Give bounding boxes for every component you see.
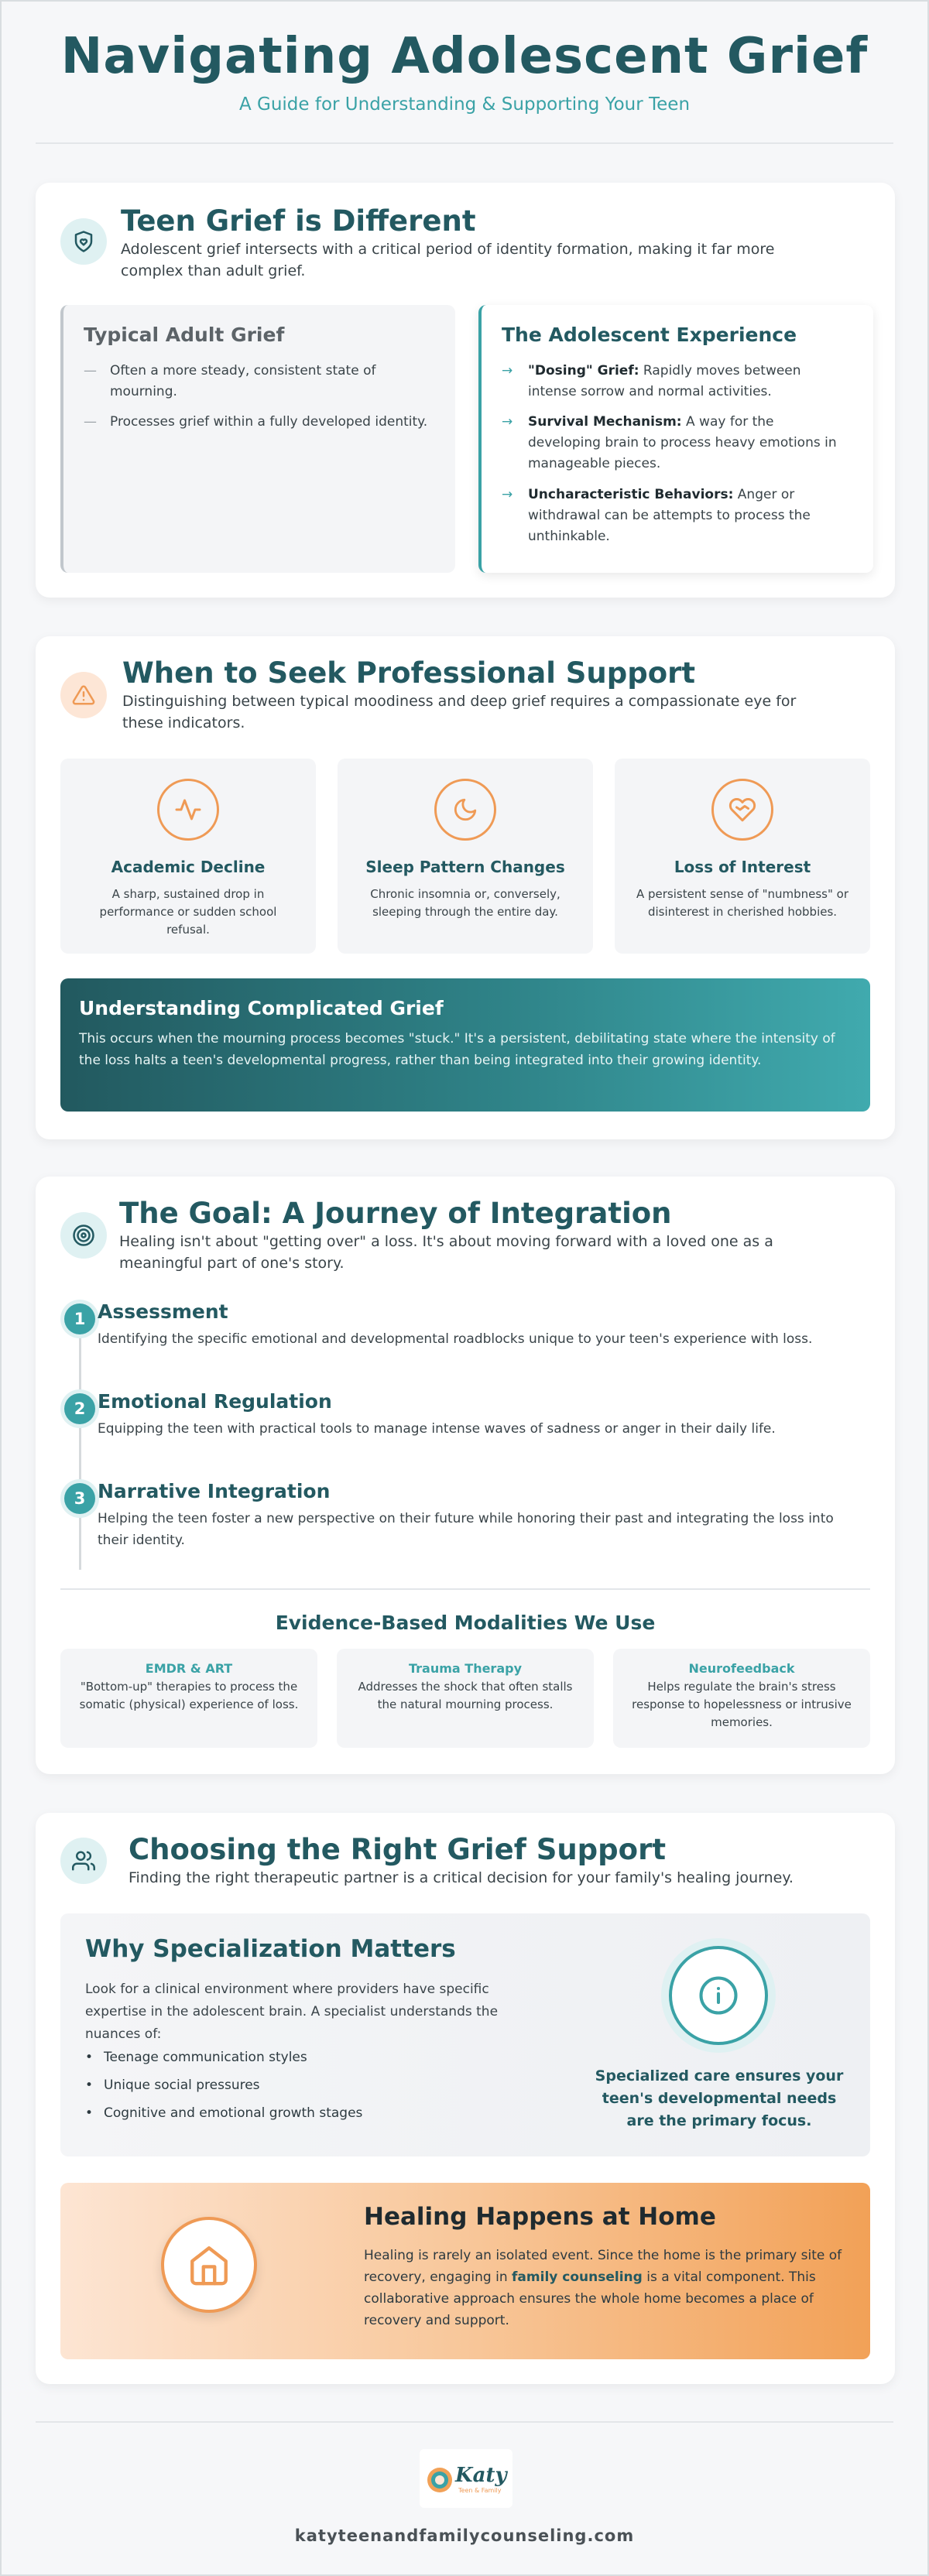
modality-card [60, 1649, 317, 1748]
section-description: Adolescent grief intersects with a critical period of identity formation, making it far more complex than adult grief. [121, 241, 775, 279]
modality-title: Neurofeedback [688, 1661, 795, 1676]
callout-text: This occurs when the mourning process becomes "stuck." It's a persistent, debilitating state where the intensity of the loss halts a teen's developmental progress, rather than being integrated into their growing identity. [79, 1031, 835, 1068]
target-icon [60, 1212, 107, 1259]
list-item-text: Cognitive and emotional growth stages [104, 2105, 363, 2121]
list-item [84, 412, 432, 433]
indicator-description: A sharp, sustained drop in performance or sudden school refusal. [99, 887, 277, 937]
section-journey-integration [36, 1177, 895, 1774]
list-item [85, 2105, 362, 2121]
list-item-text: "Dosing" Grief: Rapidly moves between intense sorrow and normal activities. [528, 363, 801, 399]
modality-description: "Bottom-up" therapies to process the somatic (physical) experience of loss. [79, 1680, 299, 1711]
website-url[interactable]: katyteenandfamilycounseling.com [294, 2526, 635, 2545]
page-title: Navigating Adolescent Grief [60, 28, 869, 85]
modality-card [613, 1649, 870, 1748]
step-title: Assessment [98, 1300, 228, 1323]
column-title: The Adolescent Experience [502, 324, 797, 346]
list-item-text: Processes grief within a fully developed identity. [110, 414, 428, 430]
list-item-text: Teenage communication styles [104, 2050, 307, 2065]
section-professional-support [36, 636, 895, 1139]
complicated-grief-callout [60, 978, 870, 1112]
indicator-title: Loss of Interest [674, 858, 811, 876]
adolescent-experience-column [478, 305, 873, 573]
list-item-text: Often a more steady, consistent state of mourning. [110, 363, 376, 399]
indicator-card [338, 759, 593, 954]
list-item [502, 485, 850, 547]
indicator-card [60, 759, 316, 954]
modality-card [337, 1649, 594, 1748]
divider [60, 1588, 870, 1590]
pulse-icon [157, 779, 219, 841]
box-text: Healing is rarely an isolated event. Since the home is the primary site of recovery, engaging in family counseling is a vital component. This collaborative approach ensures the whole home becomes a place of recovery and support. [364, 2248, 842, 2328]
svg-text:Katy: Katy [455, 2464, 507, 2487]
bullet-icon: • [85, 2050, 94, 2065]
arrow-right-icon: → [502, 363, 513, 379]
section-choosing-support [36, 1813, 895, 2384]
list-item-text: Unique social pressures [104, 2078, 260, 2093]
bullet-icon: • [85, 2078, 94, 2093]
step-title: Narrative Integration [98, 1480, 331, 1502]
specialization-note: Specialized care ensures your teen's developmental needs are the primary focus. [595, 2067, 844, 2129]
step-number: 2 [64, 1393, 95, 1424]
katy-logo-icon[interactable] [420, 2449, 512, 2508]
section-description: Distinguishing between typical moodiness and deep grief requires a compassionate eye for these indicators. [122, 693, 797, 731]
section-title: The Goal: A Journey of Integration [119, 1197, 672, 1230]
section-title: When to Seek Professional Support [122, 656, 696, 690]
list-item-text: Survival Mechanism: A way for the developing brain to process heavy emotions in manageable pieces. [528, 414, 837, 471]
box-title: Why Specialization Matters [85, 1935, 456, 1963]
indicator-title: Academic Decline [111, 858, 266, 876]
users-icon [60, 1838, 107, 1884]
list-item [84, 361, 432, 402]
indicator-description: A persistent sense of "numbness" or disinterest in cherished hobbies. [636, 887, 849, 919]
section-teen-grief [36, 183, 895, 598]
divider [36, 2421, 893, 2423]
list-item-text: Uncharacteristic Behaviors: Anger or withdrawal can be attempts to process the unthinkable. [528, 487, 811, 544]
dash-icon: — [84, 414, 97, 430]
column-title: Typical Adult Grief [84, 324, 285, 346]
divider [36, 142, 893, 144]
step-number: 3 [64, 1483, 95, 1514]
shield-heart-icon [60, 218, 107, 265]
list-item [85, 2050, 307, 2065]
bullet-icon: • [85, 2105, 94, 2121]
home-icon [161, 2217, 257, 2313]
indicator-title: Sleep Pattern Changes [365, 858, 565, 876]
list-item [502, 412, 850, 474]
arrow-right-icon: → [502, 414, 513, 430]
specialization-box [60, 1913, 870, 2156]
step-description: Equipping the teen with practical tools to manage intense waves of sadness or anger in their daily life. [98, 1421, 776, 1437]
adult-grief-column [60, 305, 455, 573]
svg-text:Teen & Family: Teen & Family [458, 2487, 502, 2494]
step-description: Identifying the specific emotional and developmental roadblocks unique to your teen's experience with loss. [98, 1331, 813, 1347]
modality-title: Trauma Therapy [409, 1661, 522, 1676]
indicator-description: Chronic insomnia or, conversely, sleeping through the entire day. [370, 887, 560, 919]
list-item [85, 2078, 260, 2093]
callout-title: Understanding Complicated Grief [79, 997, 444, 1019]
header [2, 28, 927, 115]
section-title: Choosing the Right Grief Support [129, 1833, 667, 1866]
modality-description: Helps regulate the brain's stress response to hopelessness or intrusive memories. [632, 1680, 852, 1729]
step-number: 1 [64, 1303, 95, 1334]
section-title: Teen Grief is Different [121, 204, 476, 238]
box-title: Healing Happens at Home [364, 2203, 716, 2231]
page-subtitle: A Guide for Understanding & Supporting Your Teen [238, 94, 691, 115]
list-item [502, 361, 850, 402]
section-description: Healing isn't about "getting over" a loss. It's about moving forward with a loved one as a meaningful part of one's story. [119, 1233, 773, 1272]
moon-icon [434, 779, 496, 841]
arrow-right-icon: → [502, 487, 513, 502]
modalities-heading: Evidence-Based Modalities We Use [275, 1612, 656, 1634]
heart-crack-icon [711, 779, 773, 841]
section-description: Finding the right therapeutic partner is a critical decision for your family's healing journey. [129, 1869, 794, 1886]
modality-title: EMDR & ART [145, 1661, 233, 1676]
step-description: Helping the teen foster a new perspective on their future while honoring their past and integrating the loss into their identity. [98, 1511, 834, 1548]
healing-at-home-box [60, 2183, 870, 2359]
info-icon [669, 1946, 768, 2045]
dash-icon: — [84, 363, 97, 379]
warning-triangle-icon [60, 672, 107, 718]
timeline-line [79, 1308, 81, 1570]
step-title: Emotional Regulation [98, 1390, 332, 1413]
box-text: Look for a clinical environment where providers have specific expertise in the adolescent brain. A specialist understands the nuances of: [85, 1982, 499, 2042]
indicator-card [615, 759, 870, 954]
modality-description: Addresses the shock that often stalls the natural mourning process. [358, 1680, 573, 1711]
